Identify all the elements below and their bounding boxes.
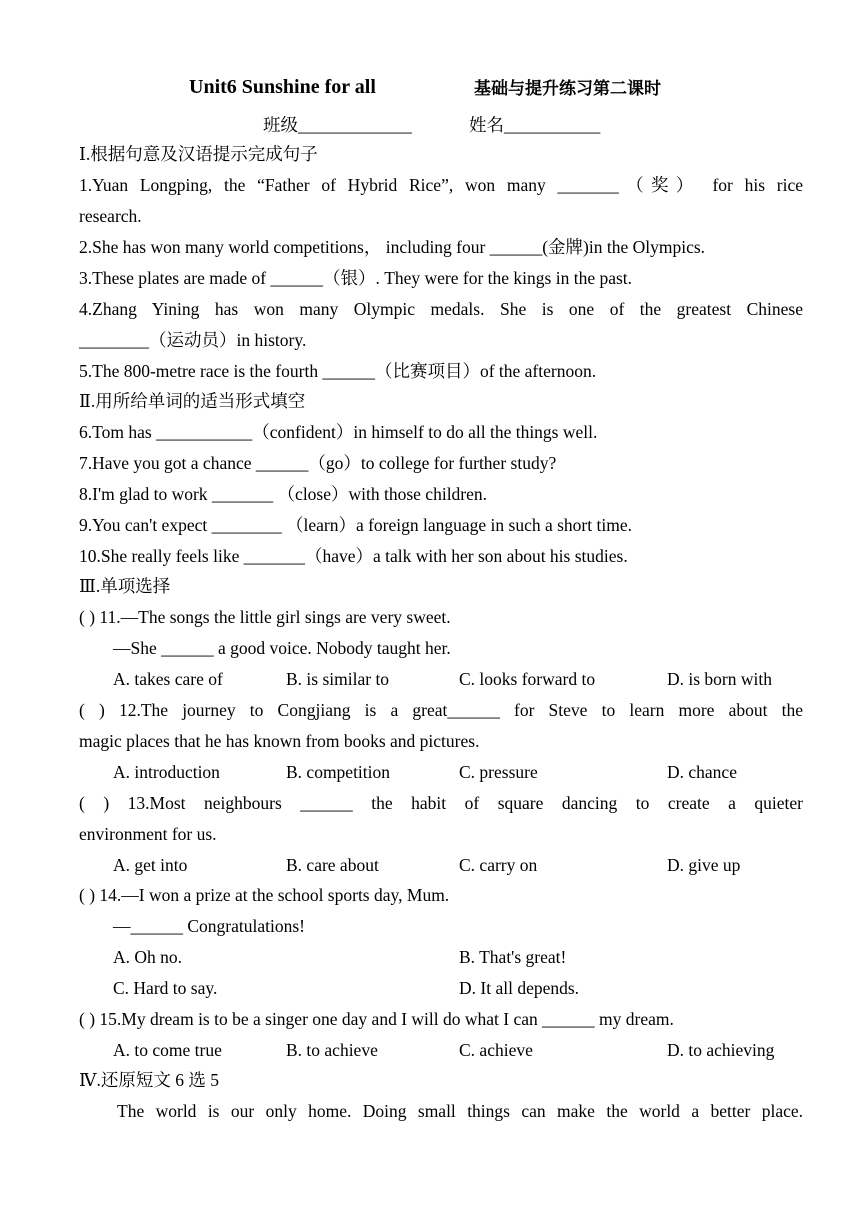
page-title: Unit6 Sunshine for all xyxy=(189,76,376,98)
question-9: 9.You can't expect ________ （learn）a foreign language in such a short time. xyxy=(79,515,632,535)
option-c[interactable]: C. looks forward to xyxy=(459,669,596,689)
option-c[interactable]: C. Hard to say. xyxy=(113,978,218,998)
question-7: 7.Have you got a chance ______（go）to college for further study? xyxy=(79,453,557,473)
question-4-line1: 4.Zhang Yining has won many Olympic medals. She is one of the greatest Chinese xyxy=(79,299,803,319)
section2-heading: Ⅱ.用所给单词的适当形式填空 xyxy=(79,391,306,411)
question-13-line2: environment for us. xyxy=(79,824,217,844)
option-c[interactable]: C. achieve xyxy=(459,1040,533,1060)
question-1-line2: research. xyxy=(79,206,142,226)
question-3: 3.These plates are made of ______（银）. They were for the kings in the past. xyxy=(79,268,633,288)
option-a[interactable]: A. introduction xyxy=(113,762,220,782)
question-14-line2: —______ Congratulations! xyxy=(113,916,305,936)
option-c[interactable]: C. pressure xyxy=(459,762,538,782)
passage-line1: The world is our only home. Doing small things can make the world a better place. xyxy=(117,1101,803,1121)
option-a[interactable]: A. get into xyxy=(113,855,188,875)
option-d[interactable]: D. give up xyxy=(667,855,741,875)
question-15-line1: ( ) 15.My dream is to be a singer one day and I will do what I can ______ my dream. xyxy=(79,1009,674,1029)
option-c[interactable]: C. carry on xyxy=(459,855,538,875)
option-b[interactable]: B. is similar to xyxy=(286,669,390,689)
option-a[interactable]: A. takes care of xyxy=(113,669,223,689)
option-d[interactable]: D. is born with xyxy=(667,669,772,689)
name-field[interactable]: 姓名___________ xyxy=(469,115,601,135)
question-5: 5.The 800-metre race is the fourth ______（比赛项目）of the afternoon. xyxy=(79,361,597,381)
question-1-line1: 1.Yuan Longping, the “Father of Hybrid Rice”, won many _______（奖） for his rice xyxy=(79,175,803,195)
option-b[interactable]: B. care about xyxy=(286,855,379,875)
option-d[interactable]: D. to achieving xyxy=(667,1040,775,1060)
section1-heading: Ⅰ.根据句意及汉语提示完成句子 xyxy=(79,144,318,164)
question-4-line2: ________（运动员）in history. xyxy=(79,330,307,350)
question-6: 6.Tom has ___________（confident）in himself to do all the things well. xyxy=(79,422,598,442)
option-a[interactable]: A. Oh no. xyxy=(113,947,183,967)
class-field[interactable]: 班级_____________ xyxy=(263,115,412,135)
question-12-line1: ( ) 12.The journey to Congjiang is a great______ for Steve to learn more about the xyxy=(79,700,803,720)
section3-heading: Ⅲ.单项选择 xyxy=(79,576,171,596)
question-14-line1: ( ) 14.—I won a prize at the school sports day, Mum. xyxy=(79,885,450,905)
question-12-line2: magic places that he has known from books and pictures. xyxy=(79,731,480,751)
option-d[interactable]: D. chance xyxy=(667,762,737,782)
option-b[interactable]: B. competition xyxy=(286,762,391,782)
option-a[interactable]: A. to come true xyxy=(113,1040,222,1060)
question-13-line1: ( ) 13.Most neighbours ______ the habit of square dancing to create a quieter xyxy=(79,793,803,813)
page-subtitle: 基础与提升练习第二课时 xyxy=(474,79,661,99)
option-d[interactable]: D. It all depends. xyxy=(459,978,580,998)
section4-heading: Ⅳ.还原短文 6 选 5 xyxy=(79,1070,219,1090)
question-11-line2: —She ______ a good voice. Nobody taught her. xyxy=(113,638,451,658)
question-8: 8.I'm glad to work _______ （close）with those children. xyxy=(79,484,488,504)
question-10: 10.She really feels like _______（have）a talk with her son about his studies. xyxy=(79,546,628,566)
option-b[interactable]: B. That's great! xyxy=(459,947,567,967)
question-2: 2.She has won many world competitions， including four ______(金牌)in the Olympics. xyxy=(79,237,706,257)
option-b[interactable]: B. to achieve xyxy=(286,1040,378,1060)
question-11-line1: ( ) 11.—The songs the little girl sings are very sweet. xyxy=(79,607,451,627)
